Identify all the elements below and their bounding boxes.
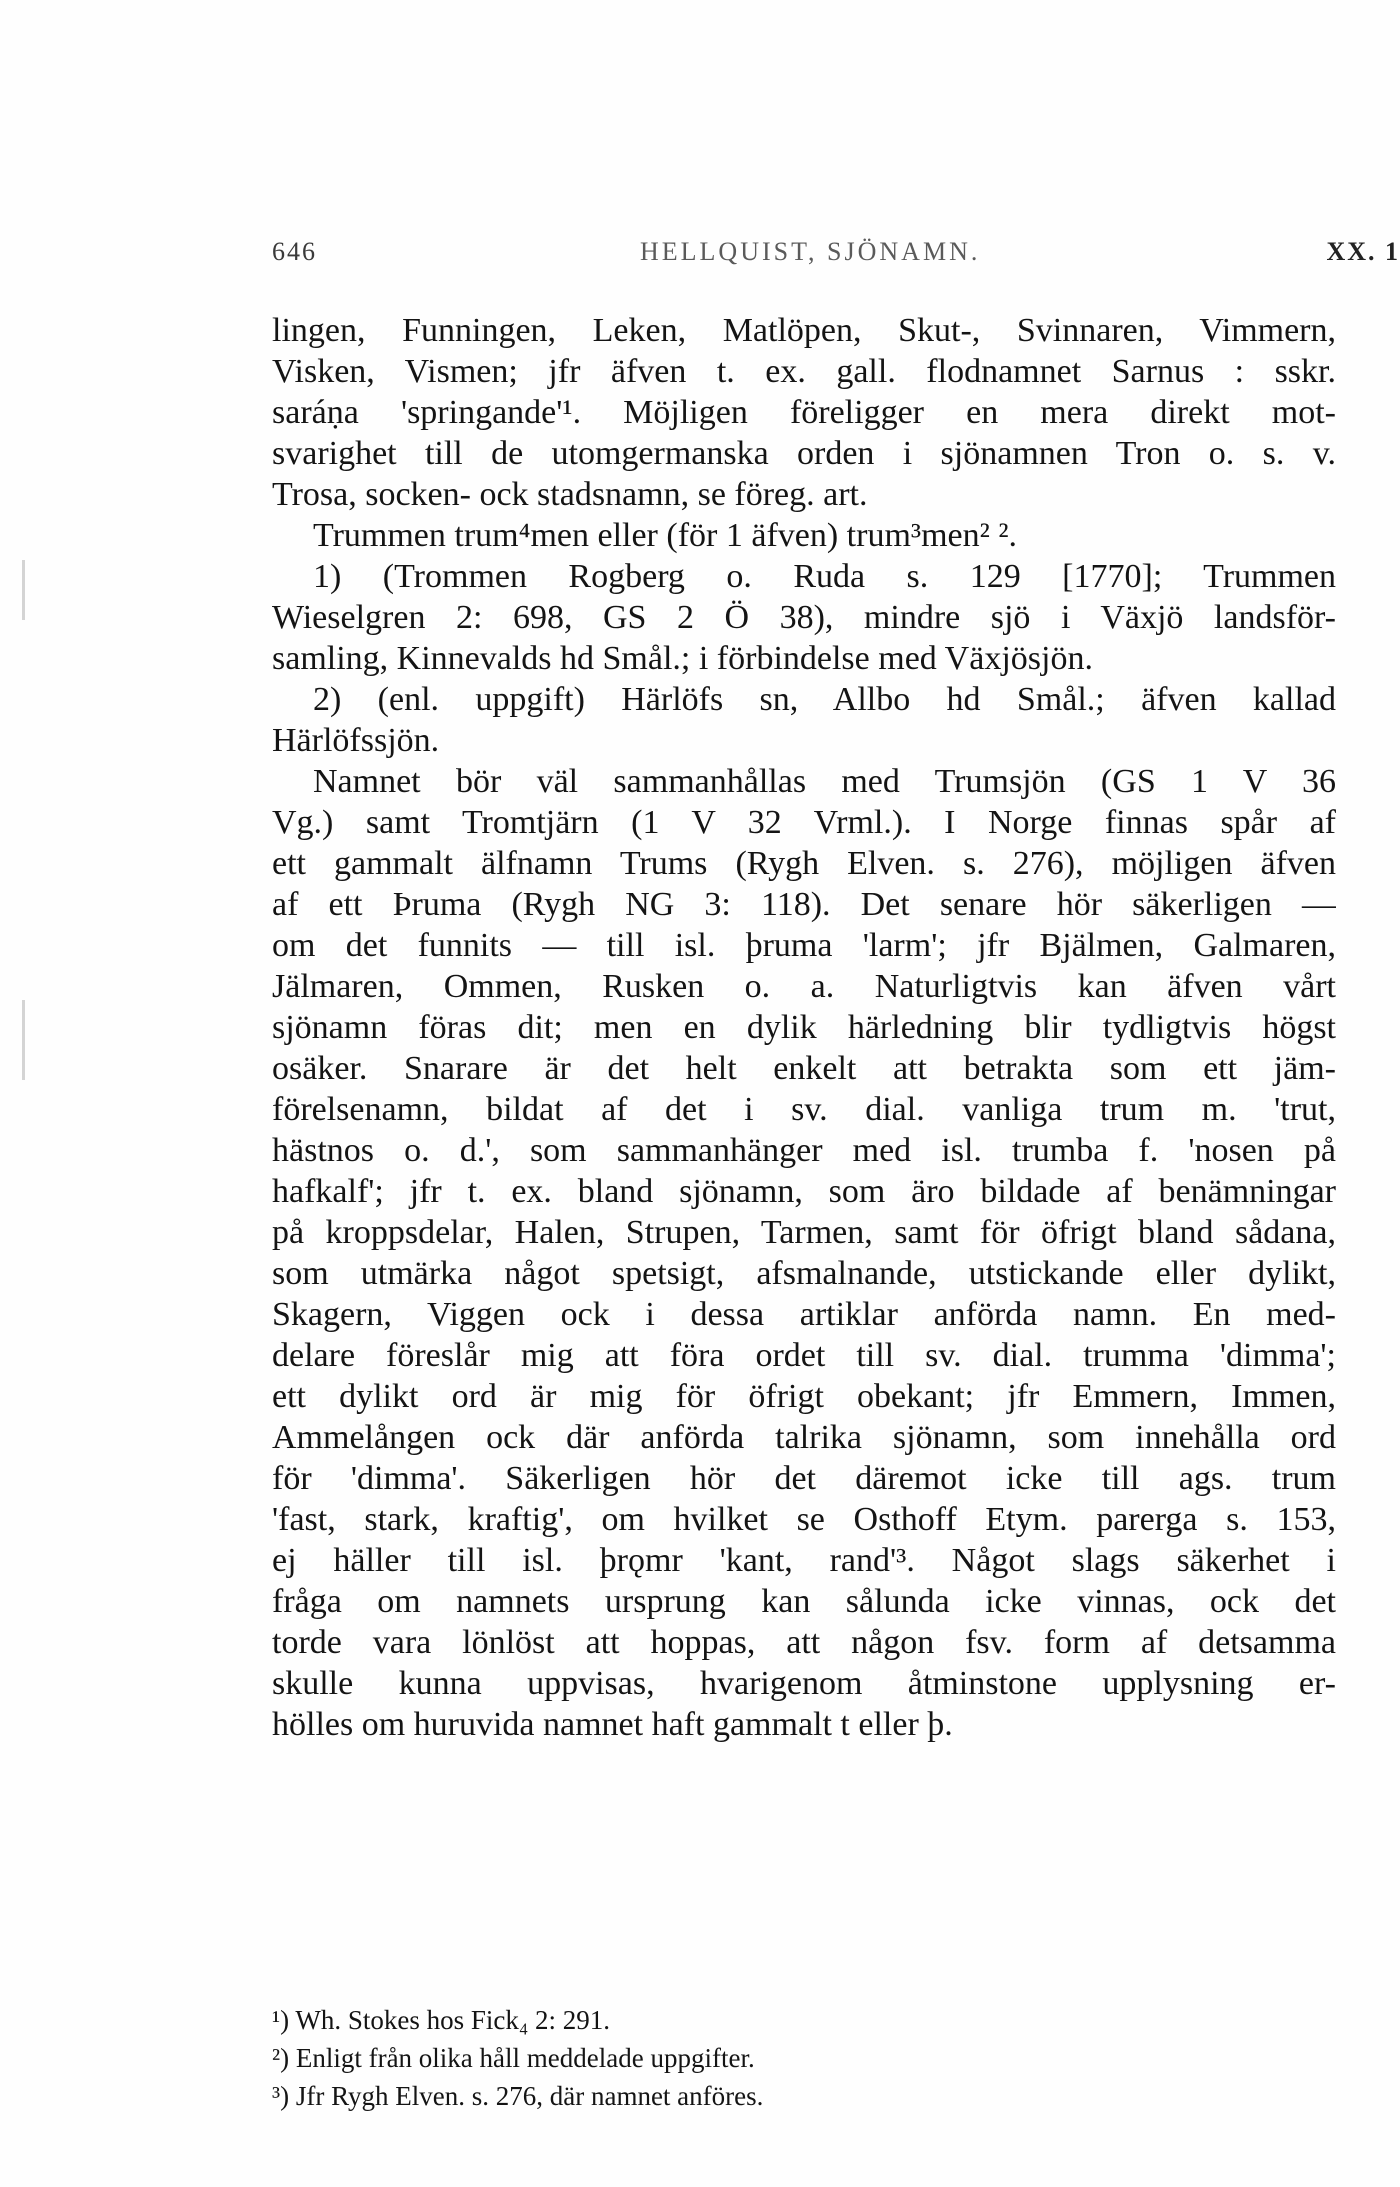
text-line: hästnos o. d.', som sammanhänger med isl. trumba f. 'nosen på xyxy=(272,1132,1336,1169)
text-line: om det funnits — till isl. þruma 'larm'; jfr Bjälmen, Galmaren, xyxy=(272,927,1336,964)
text-line: hafkalf'; jfr t. ex. bland sjönamn, som äro bildade af benämningar xyxy=(272,1173,1336,1210)
running-header xyxy=(272,237,1400,277)
text-line: ej häller till isl. þrǫmr 'kant, rand'³. Något slags säkerhet i xyxy=(272,1542,1336,1579)
text-line: förelsenamn, bildat af det i sv. dial. vanliga trum m. 'trut, xyxy=(272,1091,1336,1128)
text-line: Jälmaren, Ommen, Rusken o. a. Naturligtvis kan äfven vårt xyxy=(272,968,1336,1005)
text-line: ett gammalt älfnamn Trums (Rygh Elven. s. 276), möjligen äfven xyxy=(272,845,1336,882)
text-line: för 'dimma'. Säkerligen hör det däremot icke till ags. trum xyxy=(272,1460,1336,1497)
text-line: ett dylikt ord är mig för öfrigt obekant; jfr Emmern, Immen, xyxy=(272,1378,1336,1415)
running-title: HELLQUIST, SJÖNAMN. xyxy=(640,237,981,266)
text-line: torde vara lönlöst att hoppas, att någon fsv. form af detsamma xyxy=(272,1624,1336,1661)
footnote: ³) Jfr Rygh Elven. s. 276, där namnet anföres. xyxy=(272,2081,764,2111)
main-text xyxy=(272,310,1336,1745)
scan-edge-left xyxy=(22,1000,25,1080)
text-line: af ett Þruma (Rygh NG 3: 118). Det senare hör säkerligen — xyxy=(272,886,1336,923)
text-line: delare föreslår mig att föra ordet till sv. dial. trumma 'dimma'; xyxy=(272,1337,1336,1374)
text-line: Ammelången ock där anförda talrika sjönamn, som innehålla ord xyxy=(272,1419,1336,1456)
text-line: på kroppsdelar, Halen, Strupen, Tarmen, samt för öfrigt bland sådana, xyxy=(272,1214,1336,1251)
text-line: Wieselgren 2: 698, GS 2 Ö 38), mindre sjö i Växjö landsför- xyxy=(272,599,1336,636)
text-line: Trosa, socken- ock stadsnamn, se föreg. art. xyxy=(272,476,868,513)
text-line: Skagern, Viggen ock i dessa artiklar anförda namn. En med- xyxy=(272,1296,1336,1333)
text-line: Vg.) samt Tromtjärn (1 V 32 Vrml.). I Norge finnas spår af xyxy=(272,804,1336,841)
text-line: Namnet bör väl sammanhållas med Trumsjön (GS 1 V 36 xyxy=(313,763,1336,800)
footnotes xyxy=(272,2001,1272,2115)
text-line: 'fast, stark, kraftig', om hvilket se Osthoff Etym. parerga s. 153, xyxy=(272,1501,1336,1538)
text-line: lingen, Funningen, Leken, Matlöpen, Skut-, Svinnaren, Vimmern, xyxy=(272,312,1336,349)
text-line: osäker. Snarare är det helt enkelt att betrakta som ett jäm- xyxy=(272,1050,1336,1087)
scan-edge-left xyxy=(22,560,25,620)
section-number: XX. 1 xyxy=(1326,237,1400,266)
text-line: skulle kunna uppvisas, hvarigenom åtminstone upplysning er- xyxy=(272,1665,1336,1702)
page-number: 646 xyxy=(272,237,317,266)
entry-heading: Trummen trum⁴men eller (för 1 äfven) trum³men² ². xyxy=(313,517,1018,554)
text-line: som utmärka något spetsigt, afsmalnande, utstickande eller dylikt, xyxy=(272,1255,1336,1292)
text-line: Visken, Vismen; jfr äfven t. ex. gall. flodnamnet Sarnus : sskr. xyxy=(272,353,1336,390)
text-line: sjönamn föras dit; men en dylik härledning blir tydligtvis högst xyxy=(272,1009,1336,1046)
text-line: samling, Kinnevalds hd Smål.; i förbindelse med Växjösjön. xyxy=(272,640,1093,677)
text-line: saráṇa 'springande'¹. Möjligen föreligger en mera direkt mot- xyxy=(272,394,1336,431)
text-line: fråga om namnets ursprung kan sålunda icke vinnas, ock det xyxy=(272,1583,1336,1620)
text-line: Härlöfssjön. xyxy=(272,722,440,759)
text-line: 1) (Trommen Rogberg o. Ruda s. 129 [1770]; Trummen xyxy=(313,558,1336,595)
text-line: 2) (enl. uppgift) Härlöfs sn, Allbo hd Smål.; äfven kallad xyxy=(313,681,1336,718)
footnote: ²) Enligt från olika håll meddelade uppgifter. xyxy=(272,2043,755,2073)
text-line: hölles om huruvida namnet haft gammalt t eller þ. xyxy=(272,1706,953,1743)
text-line: svarighet till de utomgermanska orden i sjönamnen Tron o. s. v. xyxy=(272,435,1336,472)
footnote: ¹) Wh. Stokes hos Fick₄ 2: 291. xyxy=(272,2005,611,2035)
